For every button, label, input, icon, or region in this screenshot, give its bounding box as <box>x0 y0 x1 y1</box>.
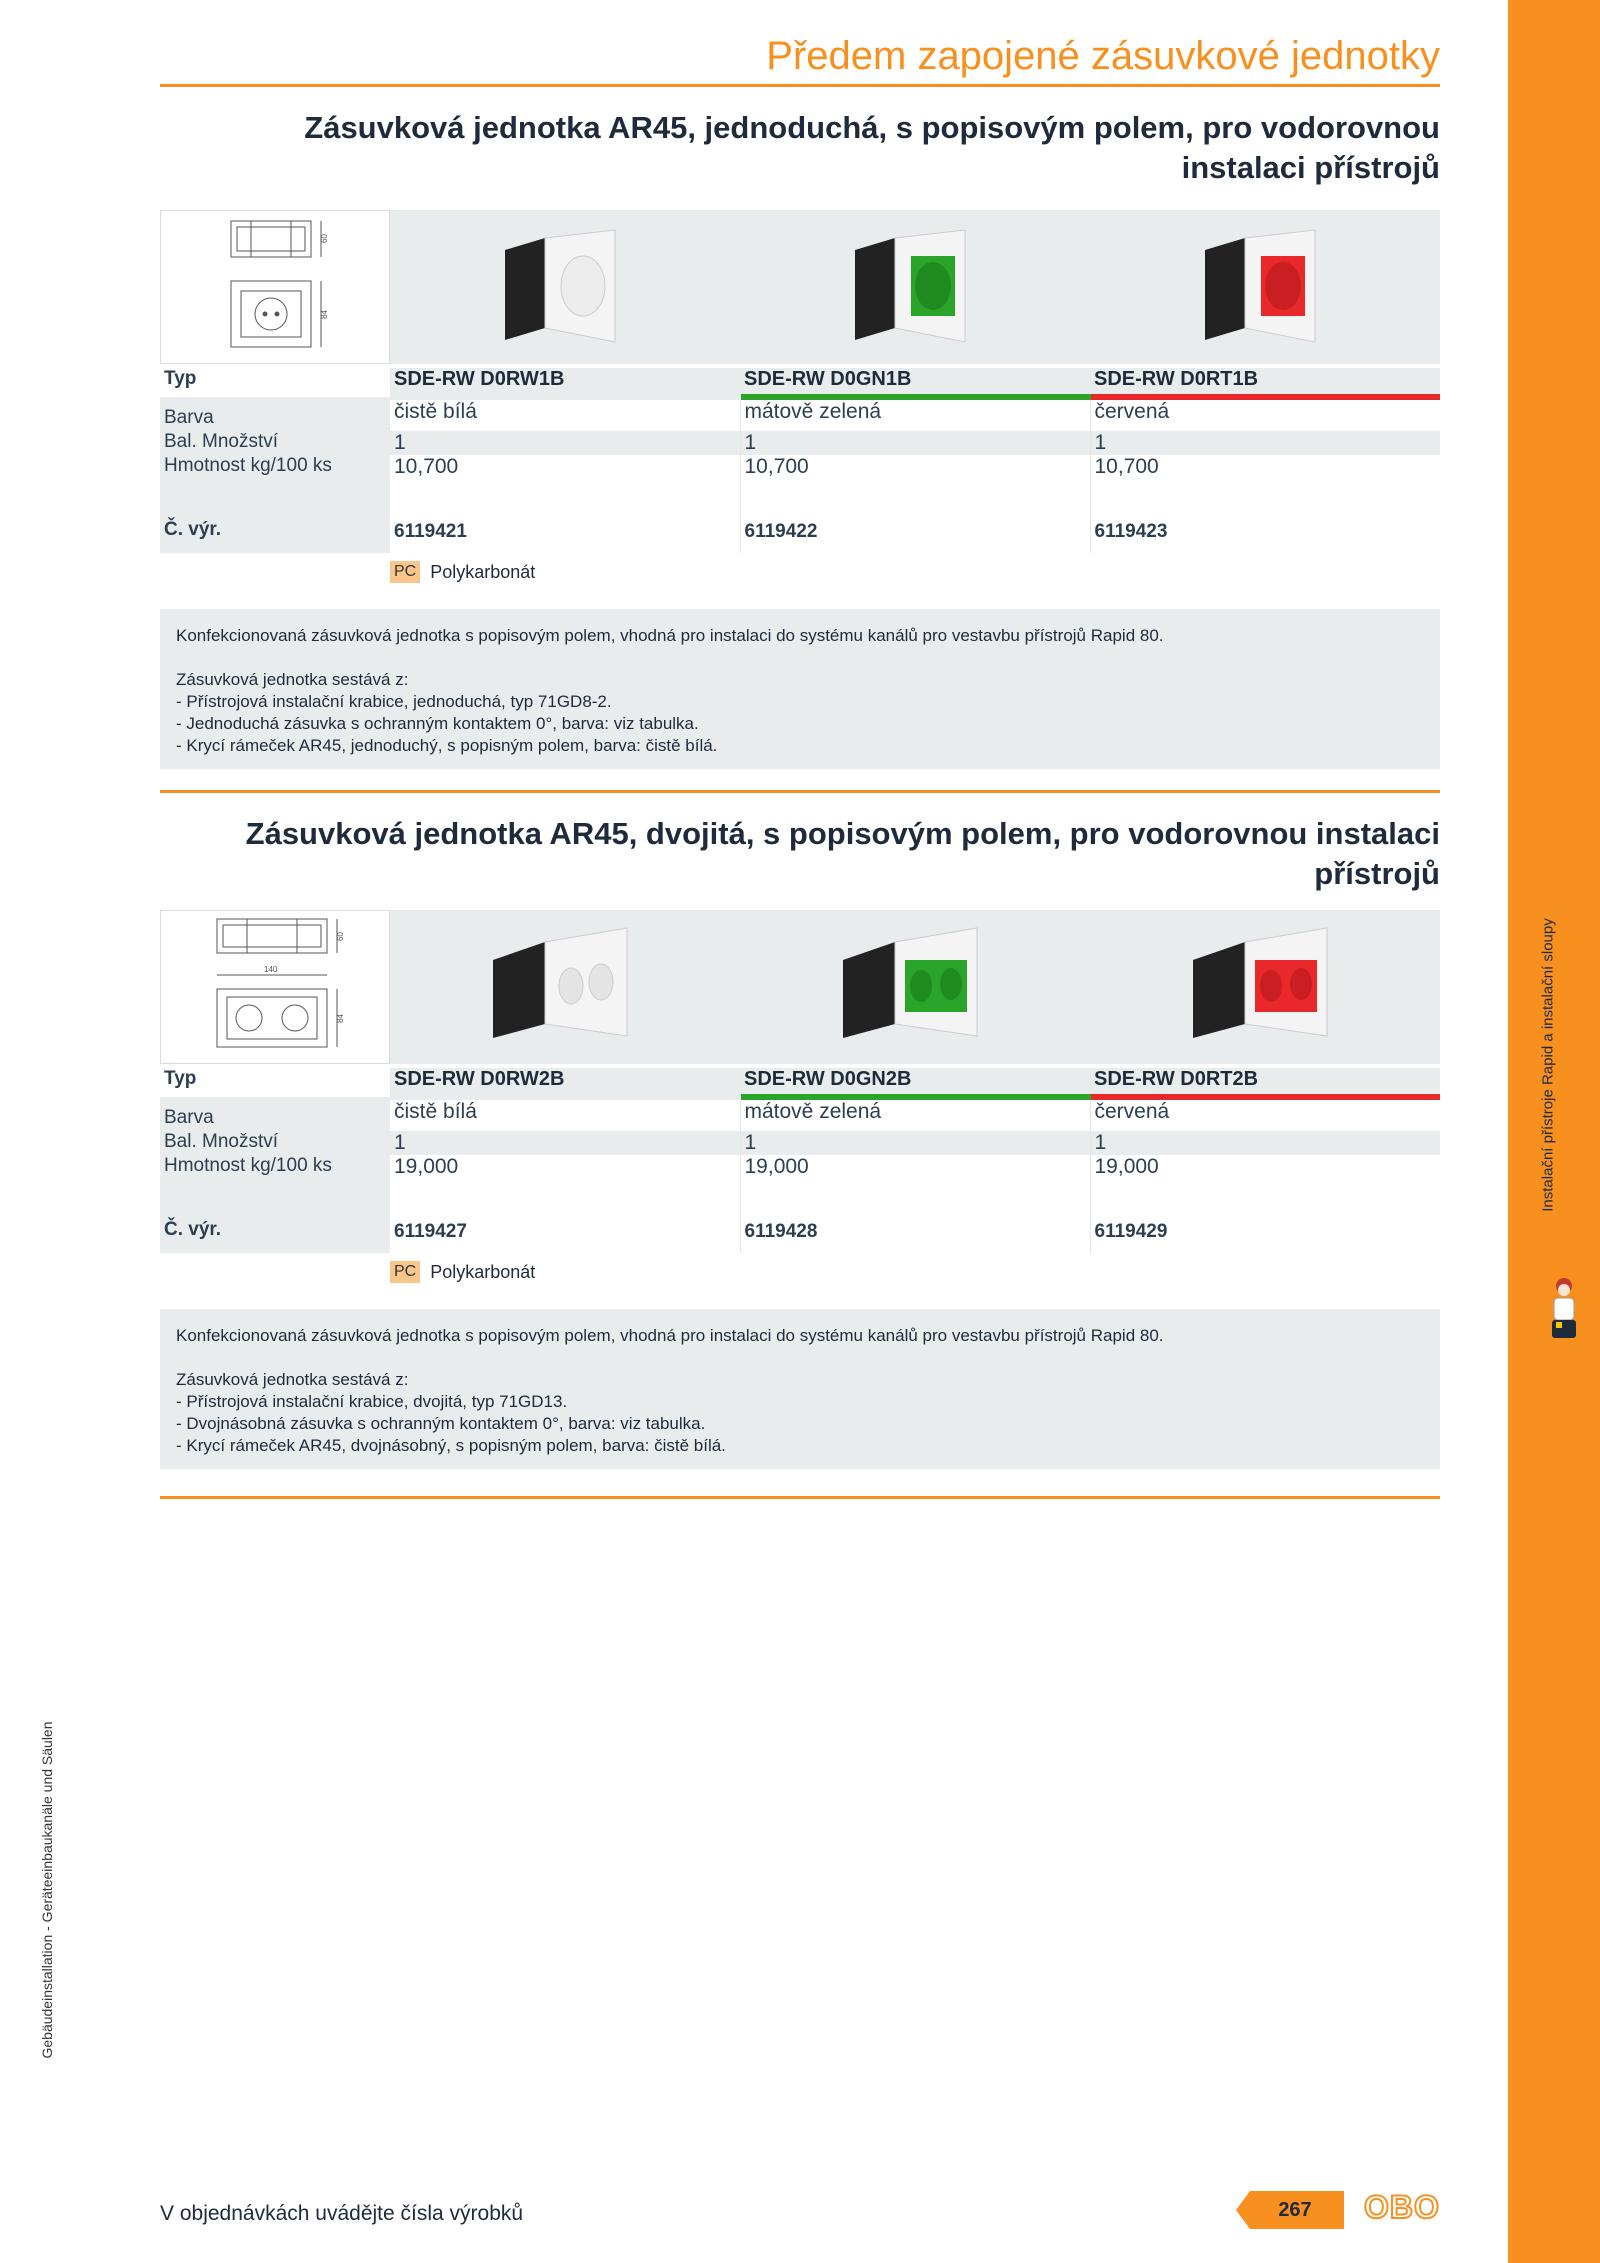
section-title-line1: Zásuvková jednotka AR45, jednoduchá, s popisovým polem, pro vodorovnou <box>304 110 1440 145</box>
spec-row-barva <box>160 397 1440 431</box>
spec-row-typ <box>160 368 1440 397</box>
product-weight: 10,700 <box>740 455 1090 513</box>
material-row <box>390 1261 1440 1283</box>
product-number[interactable]: 6119428 <box>740 1213 1090 1253</box>
description-item: - Krycí rámeček AR45, dvojnásobný, s popisným polem, barva: čistě bílá. <box>176 1436 726 1455</box>
spec-row-bal <box>160 431 1440 455</box>
spec-table <box>160 1068 1440 1253</box>
section-title-line1: Zásuvková jednotka AR45, dvojitá, s popisovým polem, pro vodorovnou instalaci <box>245 816 1440 851</box>
section-title <box>160 108 1440 188</box>
description-intro: Konfekcionovaná zásuvková jednotka s popisovým polem, vhodná pro instalaci do systému kanálů pro vestavbu přístrojů Rapid 80. <box>176 1326 1164 1345</box>
product-weight: 19,000 <box>394 1155 459 1178</box>
material-name: Polykarbonát <box>430 1261 536 1282</box>
product-photo-white <box>485 920 635 1054</box>
section-end-rule <box>160 1496 1440 1499</box>
spec-row-hmotnost <box>160 1155 1440 1213</box>
product-qty: 1 <box>1090 1131 1440 1155</box>
section-title <box>160 814 1440 894</box>
spec-row-bal <box>160 1131 1440 1155</box>
product-number[interactable]: 6119429 <box>1090 1213 1440 1253</box>
product-color: čistě bílá <box>394 400 477 423</box>
product-weight: 19,000 <box>740 1155 1090 1213</box>
label-bal: Bal. Množství <box>160 431 390 455</box>
section-double <box>160 814 1440 1469</box>
spec-row-barva <box>160 1097 1440 1131</box>
svg-text:84: 84 <box>336 1014 345 1023</box>
technical-drawing <box>160 910 390 1064</box>
product-photo-white <box>495 220 625 354</box>
spec-table <box>160 368 1440 553</box>
product-qty: 1 <box>1090 431 1440 455</box>
sidebar-vertical-text: Instalační přístroje Rapid a instalační sloupy <box>1539 918 1557 1212</box>
svg-text:60: 60 <box>336 932 345 941</box>
product-color: mátově zelená <box>740 397 1090 431</box>
label-typ: Typ <box>160 1068 390 1097</box>
spec-row-cvyr <box>160 1213 1440 1253</box>
product-type: SDE-RW D0GN2B <box>740 1068 1090 1097</box>
spec-row-hmotnost <box>160 455 1440 513</box>
page-number: 267 <box>1278 2199 1312 2221</box>
section-title-line2: přístrojů <box>1314 856 1440 891</box>
product-color: čistě bílá <box>394 1100 477 1123</box>
product-number[interactable]: 6119422 <box>740 513 1090 553</box>
product-qty: 1 <box>740 1131 1090 1155</box>
product-photo-red <box>1185 920 1335 1054</box>
label-hmotnost: Hmotnost kg/100 ks <box>160 455 390 513</box>
section-divider <box>160 790 1440 793</box>
description-consists: Zásuvková jednotka sestává z: <box>176 670 409 689</box>
product-photos <box>390 210 1440 364</box>
product-photo-green <box>845 220 975 354</box>
product-photo-red <box>1195 220 1325 354</box>
label-typ: Typ <box>160 368 390 397</box>
svg-text:140: 140 <box>264 965 278 974</box>
svg-text:84: 84 <box>320 310 329 319</box>
description-item: - Přístrojová instalační krabice, dvojitá, typ 71GD13. <box>176 1392 568 1411</box>
description-item: - Dvojnásobná zásuvka s ochranným kontaktem 0°, barva: viz tabulka. <box>176 1414 706 1433</box>
product-image-row <box>160 210 1440 364</box>
header-rule <box>160 84 1440 87</box>
description-item: - Jednoduchá zásuvka s ochranným kontaktem 0°, barva: viz tabulka. <box>176 714 699 733</box>
product-type: SDE-RW D0GN1B <box>740 368 1090 397</box>
svg-text:60: 60 <box>320 234 329 243</box>
material-badge: PC <box>390 1261 420 1283</box>
product-weight: 19,000 <box>1090 1155 1440 1213</box>
label-hmotnost: Hmotnost kg/100 ks <box>160 1155 390 1213</box>
spec-row-typ <box>160 1068 1440 1097</box>
section-title-line2: instalaci přístrojů <box>1181 150 1440 185</box>
product-qty: 1 <box>390 1131 740 1155</box>
product-type: SDE-RW D0RW2B <box>390 1068 740 1097</box>
page-title: Předem zapojené zásuvkové jednotky <box>766 34 1440 78</box>
obo-logo: OBO <box>1364 2189 1440 2225</box>
product-type: SDE-RW D0RT1B <box>1090 368 1440 397</box>
left-margin-vertical-text: Gebäudeinstallation - Geräteeinbaukanäle und Säulen <box>39 1721 55 2059</box>
product-number[interactable]: 6119421 <box>394 521 467 542</box>
description-item: - Přístrojová instalační krabice, jednoduchá, typ 71GD8-2. <box>176 692 612 711</box>
material-badge: PC <box>390 561 420 583</box>
product-weight: 10,700 <box>1090 455 1440 513</box>
description-consists: Zásuvková jednotka sestává z: <box>176 1370 409 1389</box>
label-cvyr: Č. výr. <box>160 1213 390 1253</box>
description-item: - Krycí rámeček AR45, jednoduchý, s popisným polem, barva: čistě bílá. <box>176 736 718 755</box>
description-box <box>160 1309 1440 1469</box>
product-type: SDE-RW D0RT2B <box>1090 1068 1440 1097</box>
label-bal: Bal. Množství <box>160 1131 390 1155</box>
spec-row-cvyr <box>160 513 1440 553</box>
product-image-row <box>160 910 1440 1064</box>
product-color: mátově zelená <box>740 1097 1090 1131</box>
description-box <box>160 609 1440 769</box>
product-color: červená <box>1090 1097 1440 1131</box>
label-barva: Barva <box>160 1097 390 1131</box>
product-qty: 1 <box>390 431 740 455</box>
label-barva: Barva <box>160 397 390 431</box>
label-cvyr: Č. výr. <box>160 513 390 553</box>
material-name: Polykarbonát <box>430 561 536 582</box>
product-photo-green <box>835 920 985 1054</box>
technical-drawing <box>160 210 390 364</box>
product-type: SDE-RW D0RW1B <box>390 368 740 397</box>
mascot-figure-icon <box>1546 1276 1582 1346</box>
product-number[interactable]: 6119427 <box>394 1221 467 1242</box>
product-number[interactable]: 6119423 <box>1090 513 1440 553</box>
footer-note: V objednávkách uvádějte čísla výrobků <box>160 2202 524 2225</box>
description-intro: Konfekcionovaná zásuvková jednotka s popisovým polem, vhodná pro instalaci do systému kanálů pro vestavbu přístrojů Rapid 80. <box>176 626 1164 645</box>
material-row <box>390 561 1440 583</box>
product-photos <box>390 910 1440 1064</box>
product-color: červená <box>1090 397 1440 431</box>
product-qty: 1 <box>740 431 1090 455</box>
section-single <box>160 108 1440 769</box>
product-weight: 10,700 <box>394 455 459 478</box>
